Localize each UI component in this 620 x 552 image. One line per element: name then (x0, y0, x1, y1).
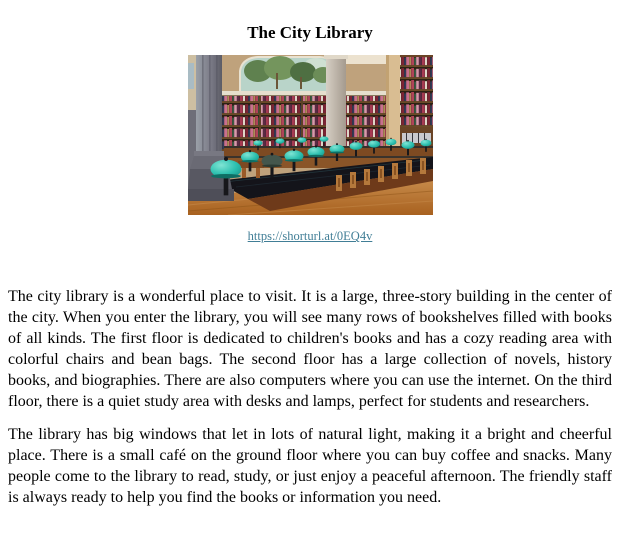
library-photo (188, 55, 433, 215)
image-source-link[interactable]: https://shorturl.at/0EQ4v (247, 229, 373, 243)
center-column (324, 55, 348, 151)
document-page (0, 23, 620, 509)
mural-painting (240, 56, 338, 95)
image-source-line (8, 228, 612, 244)
paragraph-2: The library has big windows that let in lots of natural light, making it a bright and cheerful place. There is a small café on the ground floor where you can buy coffee and snacks. Many people come to the library to read, study, or just enjoy a peaceful afternoon. The friendly staff is always ready to help you find the books or information you need. (8, 426, 612, 507)
paragraph-1: The city library is a wonderful place to visit. It is a large, three-story building in the center of the city. When you enter the library, you will see many rows of bookshelves filled with books of all kinds. The first floor is dedicated to children's books and has a cozy reading area with colorful chairs and bean bags. The second floor has a large collection of novels, history books, and biographies. There are also computers where you can use the internet. On the third floor, there is a quiet study area with desks and lamps, perfect for students and researchers. (8, 288, 612, 410)
page-title: The City Library (247, 23, 373, 42)
library-photo-figure (188, 55, 433, 215)
